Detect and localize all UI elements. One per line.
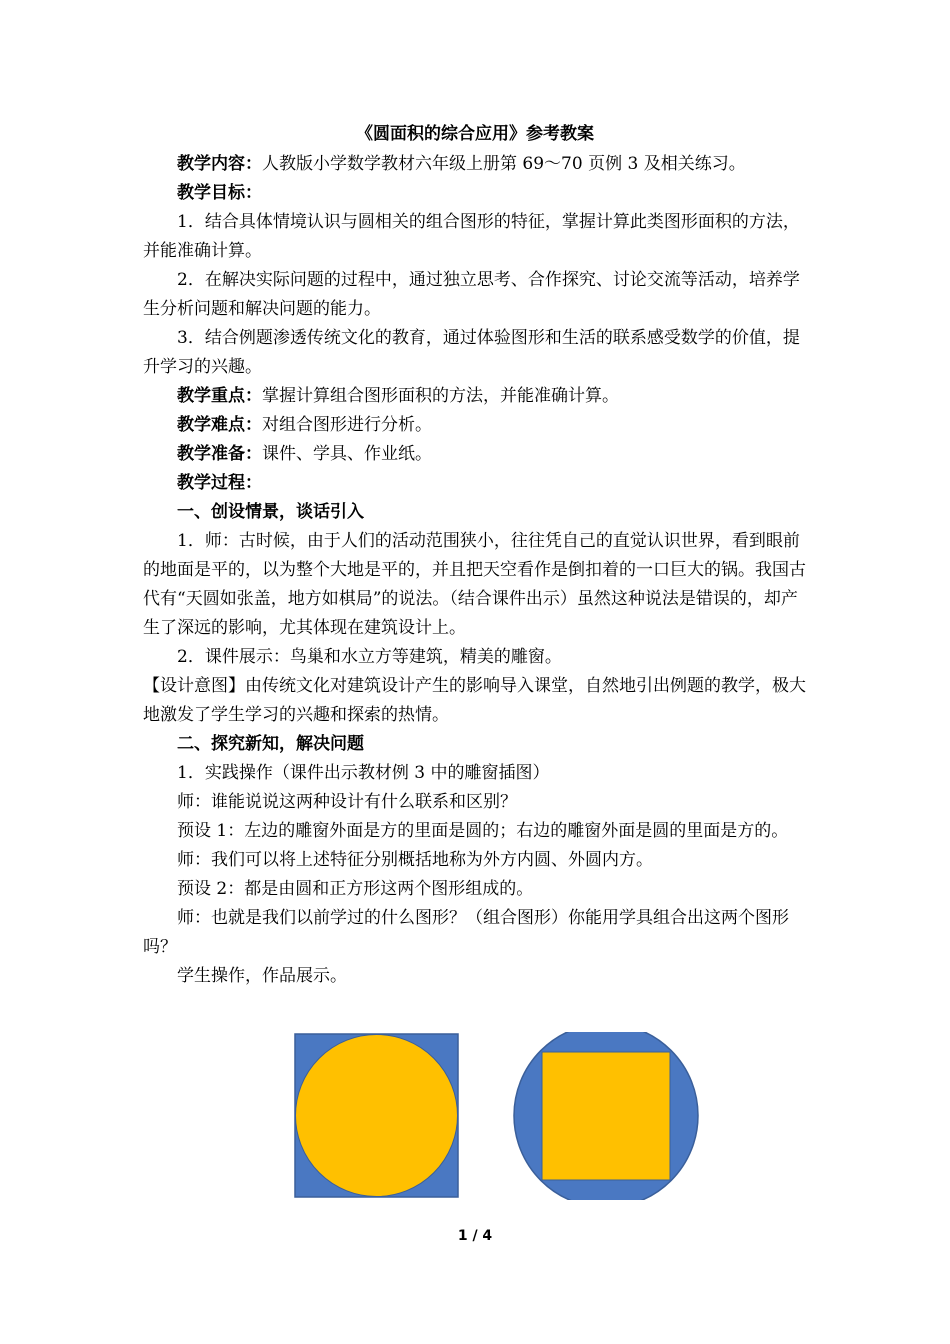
goal-3: 3．结合例题渗透传统文化的教育，通过体验图形和生活的联系感受数学的价值，提升学习的兴趣。 <box>143 328 800 377</box>
section-1-paragraph-2: 2．课件展示：鸟巢和水立方等建筑，精美的雕窗。 <box>177 647 562 667</box>
design-intent-label: 【设计意图】 <box>143 676 245 696</box>
design-intent-paragraph: 【设计意图】由传统文化对建筑设计产生的影响导入课堂，自然地引出例题的教学，极大地激发了学生学习的兴趣和探索的热情。 <box>143 676 806 725</box>
section-1-paragraph-1: 1．师：古时候，由于人们的活动范围狭小，往往凭自己的直觉认识世界，看到眼前的地面是平的，以为整个大地是平的，并且把天空看作是倒扣着的一口巨大的锅。我国古代有“天圆如张盖，地方如棋局”的说法。（结合课件出示）虽然这种说法是错误的，却产生了深远的影响，尤其体现在建筑设计上。 <box>143 531 806 638</box>
content-label: 教学内容： <box>177 154 262 174</box>
section-2-paragraph-4: 师：我们可以将上述特征分别概括地称为外方内圆、外圆内方。 <box>177 850 653 870</box>
section-2-paragraph-7: 学生操作，作品展示。 <box>177 966 347 986</box>
inner-circle <box>296 1035 458 1197</box>
page-number: 1 / 4 <box>457 1228 493 1244</box>
goal-2: 2．在解决实际问题的过程中，通过独立思考、合作探究、讨论交流等活动，培养学生分析问题和解决问题的能力。 <box>143 270 800 319</box>
circle-with-inscribed-square <box>514 1032 698 1200</box>
section-1-heading: 一、创设情景，谈话引入 <box>177 502 364 522</box>
process-heading: 教学过程： <box>177 473 262 493</box>
content-paragraph <box>143 150 811 179</box>
section-2-paragraph-3: 预设 1：左边的雕窗外面是方的里面是圆的；右边的雕窗外面是圆的里面是方的。 <box>177 821 789 841</box>
content-text: 人教版小学数学教材六年级上册第 69～70 页例 3 及相关练习。 <box>262 154 746 174</box>
document-title: 《圆面积的综合应用》参考教案 <box>356 124 594 144</box>
difficulty-paragraph: 教学难点：对组合图形进行分析。 <box>177 415 432 435</box>
section-2-paragraph-1: 1．实践操作（课件出示教材例 3 中的雕窗插图） <box>177 763 550 783</box>
goal-1: 1．结合具体情境认识与圆相关的组合图形的特征，掌握计算此类图形面积的方法，并能准确计算。 <box>143 212 800 261</box>
preparation-paragraph: 教学准备：课件、学具、作业纸。 <box>177 444 432 464</box>
section-2-paragraph-6: 师：也就是我们以前学过的什么图形？（组合图形）你能用学具组合出这两个图形吗？ <box>143 908 789 957</box>
section-2-paragraph-5: 预设 2：都是由圆和正方形这两个图形组成的。 <box>177 879 534 899</box>
inner-square <box>542 1052 670 1180</box>
section-2-heading: 二、探究新知，解决问题 <box>177 734 364 754</box>
goals-heading: 教学目标： <box>177 183 262 203</box>
key-point-paragraph: 教学重点：掌握计算组合图形面积的方法，并能准确计算。 <box>177 386 619 406</box>
square-with-inscribed-circle <box>295 1034 458 1197</box>
document-body <box>143 150 811 991</box>
section-2-paragraph-2: 师：谁能说说这两种设计有什么联系和区别？ <box>177 792 517 812</box>
window-shapes-figure <box>0 1032 950 1200</box>
